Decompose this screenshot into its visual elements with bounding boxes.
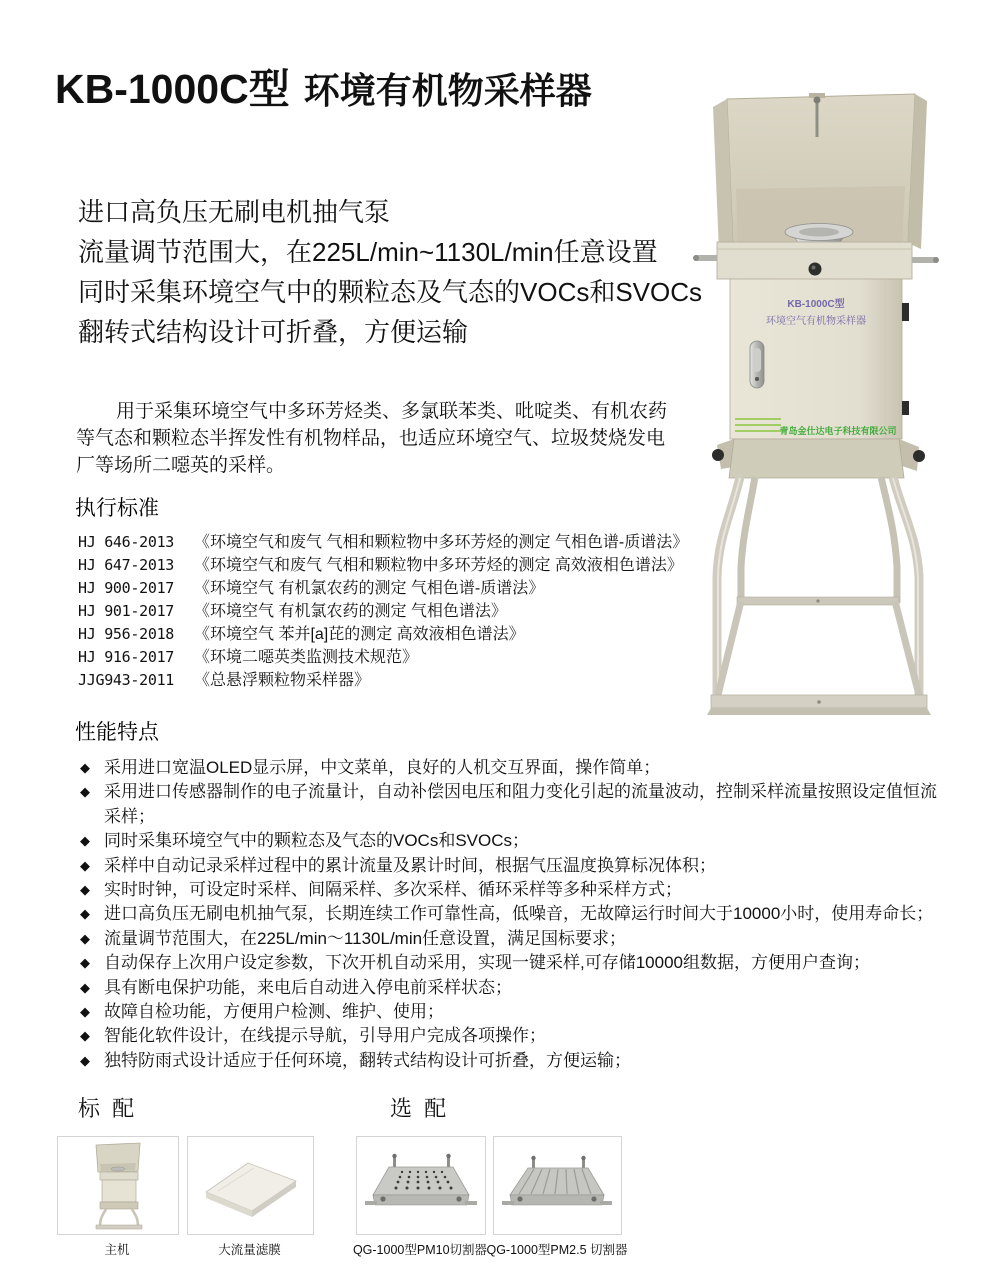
- pm10-cutter-image: [357, 1137, 485, 1234]
- page-title: [55, 56, 592, 115]
- standards-heading: 执行标准: [75, 497, 159, 520]
- feature-item: ◆ 采用进口传感器制作的电子流量计，自动补偿因电压和阻力变化引起的流量波动，控制采样流量按照设定值恒流采样；: [80, 782, 937, 826]
- diamond-bullet-icon: ◆: [80, 857, 90, 873]
- cabinet-label-name: 环境空气有机物采样器: [766, 316, 866, 327]
- highlight-line: 翻转式结构设计可折叠，方便运输: [78, 317, 469, 347]
- highlight-lines: [78, 192, 718, 352]
- thumb-pm25-cutter: [493, 1136, 622, 1235]
- feature-item: ◆ 智能化软件设计，在线提示导航，引导用户完成各项操作；: [80, 1024, 938, 1048]
- feature-item: ◆ 独特防雨式设计适应于任何环境，翻转式结构设计可折叠，方便运输；: [80, 1049, 938, 1073]
- feature-item: ◆ 采样中自动记录采样过程中的累计流量及累计时间，根据气压温度换算标况体积；: [80, 854, 938, 878]
- product-photo: [693, 85, 990, 730]
- standard-item: HJ 916-2017 《环境二噁英类监测技术规范》: [78, 648, 419, 666]
- company-label: 青岛金仕达电子科技有限公司: [779, 426, 897, 436]
- feature-item: ◆ 故障自检功能，方便用户检测、维护、使用；: [80, 1000, 938, 1024]
- standard-item: HJ 646-2013 《环境空气和废气 气相和颗粒物中多环芳烃的测定 气相色谱-质谱法》: [78, 533, 689, 551]
- feature-item: ◆ 同时采集环境空气中的颗粒态及气态的VOCs和SVOCs；: [80, 829, 938, 853]
- diamond-bullet-icon: ◆: [80, 1028, 90, 1044]
- highlight-line: 进口高负压无刷电机抽气泵: [78, 197, 391, 227]
- feature-item: ◆ 实时时钟，可设定时采样、间隔采样、多次采样、循环采样等多种采样方式；: [80, 878, 938, 902]
- filter-membrane-image: [188, 1137, 313, 1234]
- thumb-main-unit: [57, 1136, 179, 1235]
- feature-item: ◆ 具有断电保护功能，来电后自动进入停电前采样状态；: [80, 976, 938, 1000]
- standard-item: HJ 956-2018 《环境空气 苯并[a]芘的测定 高效液相色谱法》: [78, 625, 525, 643]
- standards-list: [78, 531, 688, 692]
- diamond-bullet-icon: ◆: [80, 979, 90, 995]
- diamond-bullet-icon: ◆: [80, 882, 90, 898]
- feature-item: ◆ 自动保存上次用户设定参数，下次开机自动采用，实现一键采样,可存储10000组数据，方便用户查询；: [80, 951, 938, 975]
- thumb-caption: 主机: [104, 1243, 130, 1257]
- standard-config-heading: 标 配: [78, 1096, 138, 1121]
- highlight-line: 同时采集环境空气中的颗粒态及气态的VOCs和SVOCs: [78, 277, 703, 307]
- sampler-top-box: [693, 242, 939, 279]
- fold-bracket: [712, 439, 925, 478]
- diamond-bullet-icon: ◆: [80, 930, 90, 946]
- standard-item: JJG943-2011 《总悬浮颗粒物采样器》: [78, 671, 371, 689]
- pm25-cutter-image: [494, 1137, 621, 1234]
- standard-item: HJ 901-2017 《环境空气 有机氯农药的测定 气相色谱法》: [78, 602, 507, 620]
- standard-item: HJ 647-2013 《环境空气和废气 气相和颗粒物中多环芳烃的测定 高效液相色谱法》: [78, 556, 683, 574]
- diamond-bullet-icon: ◆: [80, 1004, 90, 1020]
- thumb-pm10-cutter: [356, 1136, 486, 1235]
- highlight-line: 流量调节范围大，在225L/min~1130L/min任意设置: [78, 237, 658, 267]
- thumb-caption: 大流量滤膜: [218, 1243, 281, 1257]
- sampler-cabinet: [730, 279, 909, 439]
- features-heading: 性能特点: [75, 721, 159, 744]
- features-list: [80, 756, 938, 1073]
- thumb-caption: QG-1000型PM10切割器: [352, 1243, 488, 1257]
- diamond-bullet-icon: ◆: [80, 784, 90, 800]
- standard-item: HJ 900-2017 《环境空气 有机氯农药的测定 气相色谱-质谱法》: [78, 579, 545, 597]
- feature-item: ◆ 流量调节范围大，在225L/min～1130L/min任意设置，满足国标要求；: [80, 927, 938, 951]
- diamond-bullet-icon: ◆: [80, 1052, 90, 1068]
- feature-item: ◆ 进口高负压无刷电机抽气泵，长期连续工作可靠性高，低噪音，无故障运行时间大于10000小时，使用寿命长；: [80, 902, 938, 926]
- diamond-bullet-icon: ◆: [80, 833, 90, 849]
- feature-item: ◆ 采用进口宽温OLED显示屏，中文菜单，良好的人机交互界面，操作简单；: [80, 756, 938, 780]
- main-unit-image: [58, 1137, 178, 1234]
- side-latch: [902, 401, 909, 415]
- thumb-caption: QG-1000型PM2.5 切割器: [486, 1243, 628, 1257]
- intro-paragraph: 用于采集环境空气中多环芳烃类、多氯联苯类、吡啶类、有机农药等气态和颗粒态半挥发性有机物样品，也适应环境空气、垃圾焚烧发电厂等场所二噁英的采样。: [76, 401, 668, 476]
- diamond-bullet-icon: ◆: [80, 906, 90, 922]
- optional-config-heading: 选 配: [390, 1096, 450, 1121]
- thumb-filter-membrane: [187, 1136, 314, 1235]
- diamond-bullet-icon: ◆: [80, 955, 90, 971]
- product-name: 环境有机物采样器: [303, 70, 592, 111]
- product-model: KB-1000C型: [55, 66, 290, 112]
- cabinet-label-model: KB-1000C型: [787, 299, 845, 310]
- diamond-bullet-icon: ◆: [80, 760, 90, 775]
- stand-frame: [707, 477, 931, 715]
- side-latch: [902, 303, 909, 321]
